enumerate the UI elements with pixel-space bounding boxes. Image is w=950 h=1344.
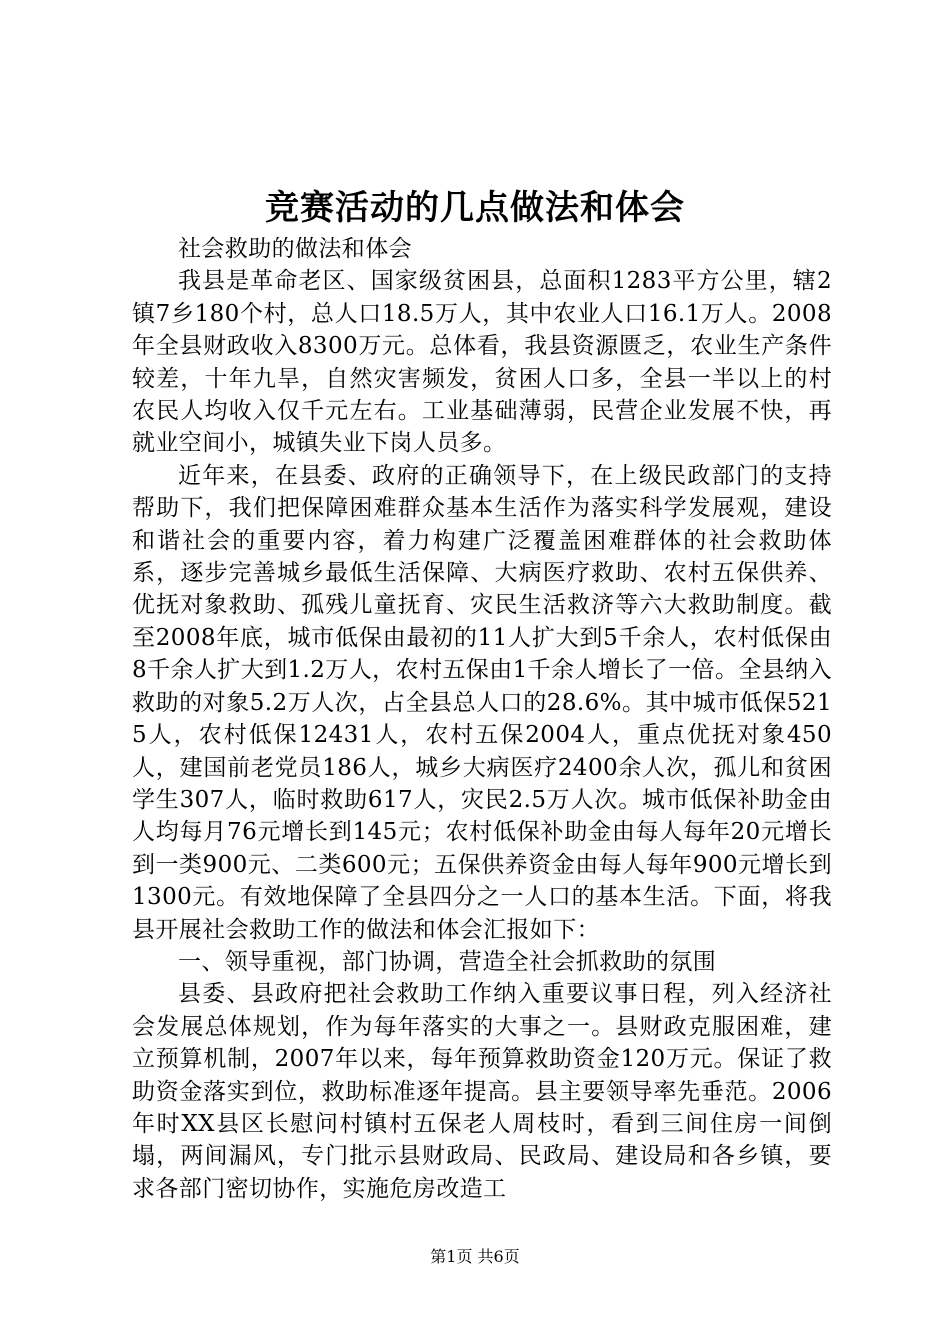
section-heading-1: 一、领导重视，部门协调，营造全社会抓救助的氛围 (178, 948, 717, 975)
page-number-footer: 第1页 共6页 (430, 1247, 520, 1266)
paragraph-recent-years: 近年来，在县委、政府的正确领导下，在上级民政部门的支持帮助下，我们把保障困难群众基本生活作为落实科学发展观，建设和谐社会的重要内容，着力构建广泛覆盖困难群体的社会救助体系，逐步完善城乡最低生活保障、大病医疗救助、农村五保供养、优抚对象救助、孤残儿童抚育、灾民生活救济等六大救助制度。截至2008年底，城市低保由最初的11人扩大到5千余人，农村低保由8千余人扩大到1.2万人，农村五保由1千余人增长了一倍。全县纳入救助的对象5.2万人次，占全县总人口的28.6%。其中城市低保5215人，农村低保12431人，农村五保2004人，重点优抚对象450人，建国前老党员186人，城乡大病医疗2400余人次，孤儿和贫困学生307人，临时救助617人，灾民2.5万人次。城市低保补助金由人均每月76元增长到145元；农村低保补助金由每人每年20元增长到一类900元、二类600元；五保供养资金由每人每年900元增长到1300元。有效地保障了全县四分之一人口的基本生活。下面，将我县开展社会救助工作的做法和体会汇报如下： (132, 462, 832, 943)
paragraph-subtitle: 社会救助的做法和体会 (178, 236, 412, 262)
paragraph-county-overview: 我县是革命老区、国家级贫困县，总面积1283平方公里，辖2镇7乡180个村，总人口18.5万人，其中农业人口16.1万人。2008年全县财政收入8300万元。总体看，我县资源匮乏，农业生产条件较差，十年九旱，自然灾害频发，贫困人口多，全县一半以上的村农民人均收入仅千元左右。工业基础薄弱，民营企业发展不快，再就业空间小，城镇失业下岗人员多。 (132, 268, 832, 457)
document-title: 竞赛活动的几点做法和体会 (265, 188, 685, 228)
document-body (132, 233, 832, 1205)
paragraph-leadership: 县委、县政府把社会救助工作纳入重要议事日程，列入经济社会发展总体规划，作为每年落实的大事之一。县财政克服困难，建立预算机制，2007年以来，每年预算救助资金120万元。保证了救助资金落实到位，救助标准逐年提高。县主要领导率先垂范。2006年时XX县区长慰问村镇村五保老人周枝时，看到三间住房一间倒塌，两间漏风，专门批示县财政局、民政局、建设局和各乡镇，要求各部门密切协作，实施危房改造工 (132, 981, 832, 1202)
